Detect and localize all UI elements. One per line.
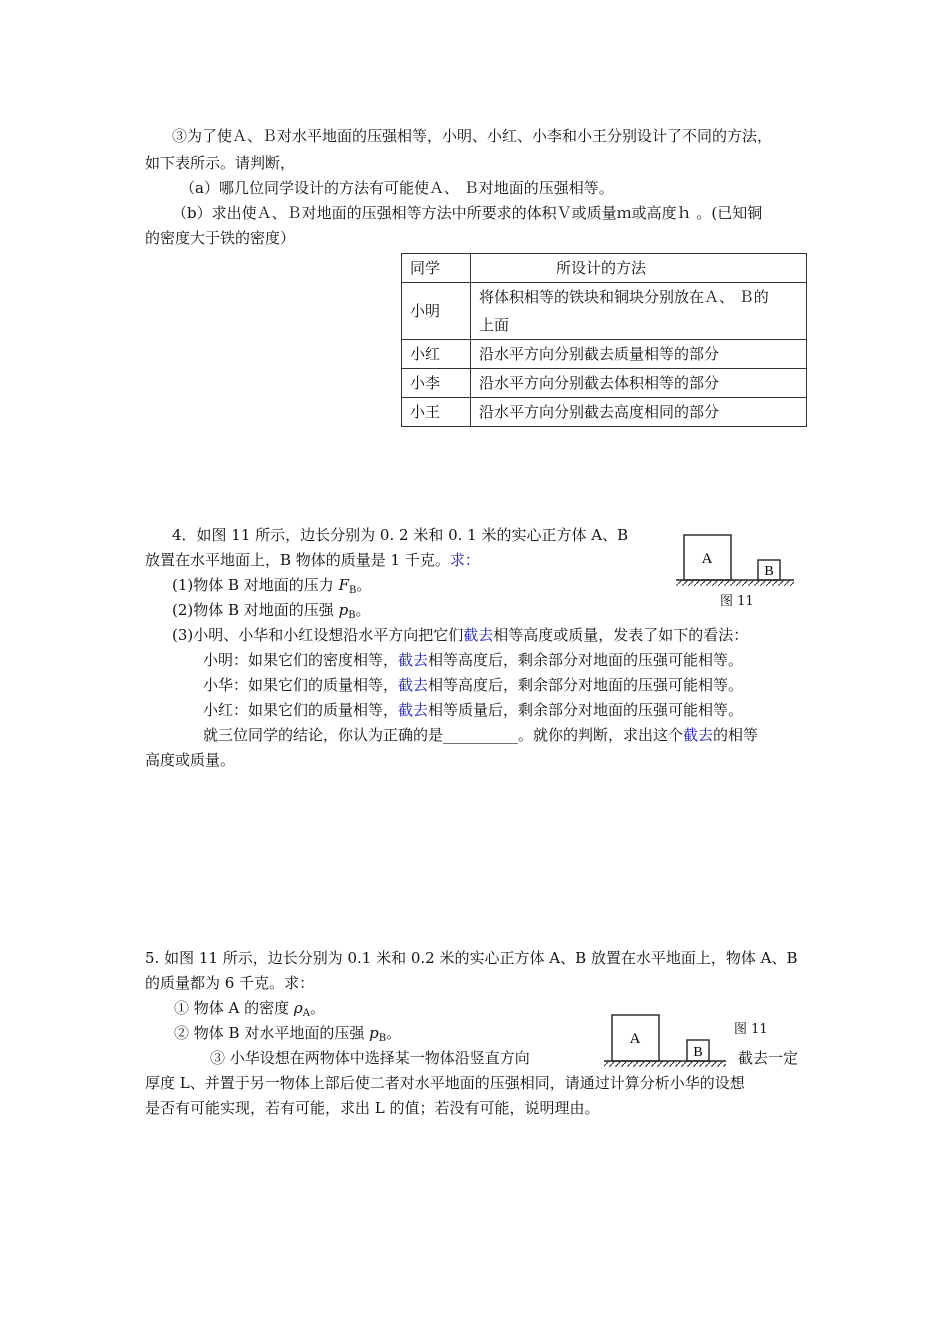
cube-a-label: A bbox=[629, 1031, 641, 1047]
ground-hatch bbox=[604, 1062, 726, 1067]
row-method-line2: 上面 bbox=[479, 316, 510, 334]
s3-line1: ③为了使Ａ、Ｂ对水平地面的压强相等，小明、小红、小李和小王分别设计了不同的方法， bbox=[172, 127, 773, 145]
q5-line1: 5. 如图 11 所示，边长分别为 0.1 米和 0.2 米的实心正方体 A、B 放置在水平地面上，物体 A、B bbox=[145, 949, 798, 967]
q4-figure bbox=[672, 530, 797, 592]
row-method-line1: 将体积相等的铁块和铜块分别放在Ａ、 Ｂ的 bbox=[479, 288, 769, 306]
row-student: 小李 bbox=[402, 369, 471, 398]
q4-figure-caption: 图 11 bbox=[720, 594, 754, 609]
q4-item3: (3)小明、小华和小红设想沿水平方向把它们截去相等高度或质量，发表了如下的看法： bbox=[172, 626, 749, 644]
ground-hatch bbox=[676, 581, 794, 586]
table-row bbox=[402, 283, 807, 340]
q4-xiaohong: 小红：如果它们的质量相等，截去相等质量后，剩余部分对地面的压强可能相等。 bbox=[203, 701, 744, 719]
row-method bbox=[471, 283, 807, 340]
header-method: 所设计的方法 bbox=[471, 254, 807, 283]
q4-conclusion-2: 高度或质量。 bbox=[145, 751, 236, 769]
row-student: 小红 bbox=[402, 340, 471, 369]
row-student: 小王 bbox=[402, 398, 471, 427]
s3-line2: 如下表所示。请判断， bbox=[145, 154, 296, 172]
q4-line1: 4．如图 11 所示，边长分别为 0. 2 米和 0. 1 米的实心正方体 A、B bbox=[172, 526, 629, 544]
q4-item1: (1)物体 B 对地面的压力 $F_B$。 bbox=[172, 576, 372, 596]
table-row bbox=[402, 369, 807, 398]
q4-line2: 放置在水平地面上，B 物体的质量是 1 千克。求： bbox=[145, 551, 480, 569]
s3-line5: 的密度大于铁的密度） bbox=[145, 229, 296, 247]
q5-item1: ① 物体 A 的密度 $\rho_A$。 bbox=[174, 999, 325, 1019]
row-method: 沿水平方向分别截去高度相同的部分 bbox=[471, 398, 807, 427]
table-row bbox=[402, 340, 807, 369]
row-student: 小明 bbox=[402, 283, 471, 340]
row-method: 沿水平方向分别截去质量相等的部分 bbox=[471, 340, 807, 369]
table-header-row bbox=[402, 254, 807, 283]
s3-line4: （b）求出使Ａ、Ｂ对地面的压强相等方法中所要求的体积Ｖ或质量ｍ或高度ｈ 。(已知铜 bbox=[172, 204, 763, 222]
q5-line-t1: 厚度 L、并置于另一物体上部后使二者对水平地面的压强相同，请通过计算分析小华的设想 bbox=[145, 1074, 745, 1092]
q5-line2: 的质量都为 6 千克。求： bbox=[145, 974, 315, 992]
header-student: 同学 bbox=[402, 254, 471, 283]
q4-xiaoming: 小明：如果它们的密度相等，截去相等高度后，剩余部分对地面的压强可能相等。 bbox=[203, 651, 744, 669]
q4-xiaohua: 小华：如果它们的质量相等，截去相等高度后，剩余部分对地面的压强可能相等。 bbox=[203, 676, 744, 694]
cube-a-label: A bbox=[701, 551, 713, 567]
methods-table bbox=[401, 253, 807, 427]
q5-line-t2: 是否有可能实现，若有可能，求出 L 的值；若没有可能，说明理由。 bbox=[145, 1099, 600, 1117]
cube-b-label: B bbox=[764, 564, 774, 579]
row-method: 沿水平方向分别截去体积相等的部分 bbox=[471, 369, 807, 398]
q4-item2: (2)物体 B 对地面的压强 $p_B$。 bbox=[172, 601, 371, 621]
q5-item2: ② 物体 B 对水平地面的压强 $p_B$。 bbox=[174, 1024, 402, 1044]
q4-conclusion: 就三位同学的结论，你认为正确的是__________。就你的判断，求出这个截去的相等 bbox=[203, 726, 759, 744]
table-row bbox=[402, 398, 807, 427]
q5-item3b: 截去一定 bbox=[738, 1049, 799, 1067]
cube-b-label: B bbox=[693, 1045, 703, 1060]
q5-figure-caption: 图 11 bbox=[734, 1022, 768, 1037]
q5-item3a: ③ 小华设想在两物体中选择某一物体沿竖直方向 bbox=[210, 1049, 530, 1067]
q5-figure bbox=[600, 1010, 730, 1070]
s3-line3: （a）哪几位同学设计的方法有可能使Ａ、 Ｂ对地面的压强相等。 bbox=[180, 179, 614, 197]
